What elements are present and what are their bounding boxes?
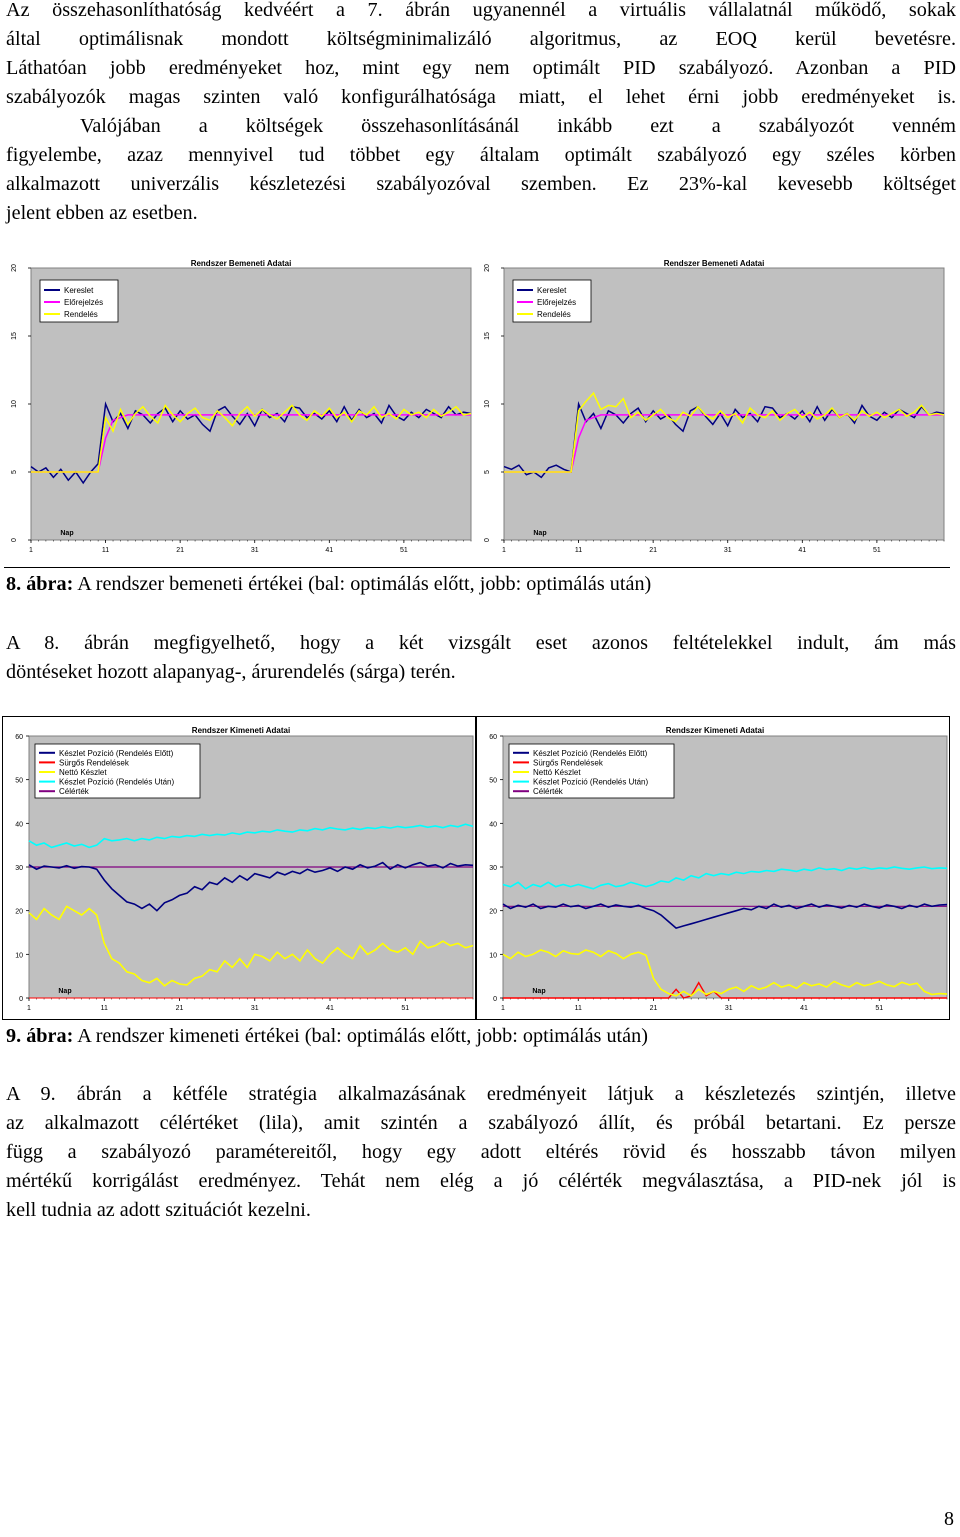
chart-svg	[477, 717, 949, 1019]
x-tick-label: 1	[29, 547, 33, 554]
x-tick-label: 41	[800, 1005, 808, 1012]
page-number: 8	[944, 1508, 954, 1530]
legend-label: Készlet Pozíció (Rendelés Után)	[533, 777, 649, 787]
y-tick-label: 60	[15, 734, 23, 741]
legend-label: Rendelés	[537, 310, 571, 319]
legend-label: Célérték	[59, 787, 89, 797]
y-tick-label: 20	[11, 264, 18, 272]
x-tick-label: 11	[101, 547, 110, 554]
legend-label: Sürgős Rendelések	[59, 758, 129, 768]
legend-label: Előrejelzés	[64, 298, 104, 307]
legend-label: Nettó Készlet	[533, 768, 581, 777]
y-tick-label: 5	[484, 470, 491, 474]
figure-9-caption	[6, 1022, 956, 1051]
y-tick-label: 10	[489, 952, 497, 960]
x-tick-label: 21	[649, 1005, 658, 1012]
paragraph-3-line: mértékű korrigálást eredményez. Tehát nem elég a jó célérték megválasztása, a PID-nek jól is	[6, 1170, 956, 1192]
x-tick-label: 21	[649, 547, 658, 554]
figure-9-right-chart	[476, 716, 950, 1020]
x-tick-label: 51	[399, 547, 408, 554]
x-tick-label: 51	[872, 547, 881, 554]
figure-9-caption-text: A rendszer kimeneti értékei (bal: optimálás előtt, jobb: optimálás után)	[73, 1025, 648, 1047]
legend-label: Rendelés	[64, 310, 98, 319]
y-tick-label: 20	[489, 908, 497, 916]
x-tick-label: 11	[574, 1005, 582, 1012]
x-tick-label: 41	[326, 1005, 334, 1012]
figure-8-caption-text: A rendszer bemeneti értékei (bal: optimálás előtt, jobb: optimálás után)	[73, 573, 652, 595]
paragraph-3-line: függ a szabályozó paramétereitől, hogy egy adott eltérés rövid és hosszabb távon milyen	[6, 1141, 956, 1163]
x-axis-label: Nap	[533, 530, 547, 537]
x-tick-label: 31	[250, 547, 259, 554]
y-tick-label: 60	[489, 734, 497, 741]
chart-title: Rendszer Kimeneti Adatai	[665, 726, 765, 735]
figure-8-rule	[4, 567, 950, 568]
y-tick-label: 15	[484, 332, 491, 340]
figure-8-right-chart	[477, 258, 947, 558]
x-axis-label: Nap	[532, 988, 546, 995]
x-tick-label: 31	[724, 1005, 733, 1012]
legend-label: Kereslet	[64, 286, 94, 295]
y-tick-label: 30	[15, 865, 23, 872]
x-tick-label: 51	[875, 1005, 884, 1012]
paragraph-1-line: Valójában a költségek összehasonlításánál inkább ezt a szabályozót venném	[80, 115, 956, 137]
legend-label: Célérték	[533, 787, 563, 797]
y-tick-label: 30	[489, 865, 497, 872]
y-tick-label: 50	[15, 777, 23, 785]
paragraph-2-line: A 8. ábrán megfigyelhető, hogy a két vizsgált eset azonos feltételekkel indult, ám más	[6, 632, 956, 654]
y-tick-label: 10	[484, 400, 491, 408]
y-tick-label: 10	[11, 400, 18, 408]
y-tick-label: 20	[15, 908, 23, 916]
paragraph-3	[6, 1080, 956, 1225]
paragraph-2-line: döntéseket hozott alapanyag-, árurendelés (sárga) terén.	[6, 661, 456, 683]
paragraph-1-line: alkalmazott univerzális készletezési szabályozóval szemben. Ez 23%-kal kevesebb költséget	[6, 173, 956, 195]
x-tick-label: 1	[502, 547, 506, 554]
x-axis-label: Nap	[58, 988, 72, 995]
paragraph-1-line: Láthatóan jobb eredményeket hoz, mint egy nem optimált PID szabályozó. Azonban a PID	[6, 57, 956, 79]
y-tick-label: 20	[484, 264, 491, 272]
paragraph-1-line: által optimálisnak mondott költségminimalizáló algoritmus, az EOQ kerül bevetésre.	[6, 28, 956, 50]
legend-label: Készlet Pozíció (Rendelés Előtt)	[533, 748, 648, 758]
y-tick-label: 0	[484, 538, 491, 542]
x-tick-label: 51	[401, 1005, 410, 1012]
figure-8-caption-label: 8. ábra:	[6, 573, 74, 595]
y-tick-label: 0	[19, 996, 23, 1003]
chart-svg	[477, 258, 947, 558]
y-tick-label: 10	[15, 952, 23, 960]
chart-title: Rendszer Bemeneti Adatai	[190, 259, 292, 268]
y-tick-label: 40	[489, 821, 497, 829]
x-tick-label: 21	[175, 1005, 184, 1012]
x-axis-label: Nap	[60, 530, 74, 537]
x-tick-label: 31	[250, 1005, 259, 1012]
y-tick-label: 40	[15, 821, 23, 829]
paragraph-1-line: jelent ebben az esetben.	[6, 202, 198, 224]
paragraph-3-line: az alkalmazott célértéket (lila), amit szintén a szabályozó állít, és próbál betartani. Ez persze	[6, 1112, 956, 1134]
y-tick-label: 0	[11, 538, 18, 542]
paragraph-1-line: szabályozók magas szinten való konfigurálhatósága miatt, el lehet érni jobb eredményeket is.	[6, 86, 956, 108]
paragraph-2	[6, 629, 956, 687]
y-tick-label: 50	[489, 777, 497, 785]
x-tick-label: 11	[574, 547, 583, 554]
paragraph-1	[6, 0, 956, 228]
paragraph-3-line: A 9. ábrán a kétféle stratégia alkalmazásának eredményeit látjuk a készletezés szintjén, illetve	[6, 1083, 956, 1105]
y-tick-label: 0	[493, 996, 497, 1003]
legend-label: Készlet Pozíció (Rendelés Után)	[59, 777, 175, 787]
paragraph-1-line: Az összehasonlíthatóság kedvéért a 7. ábrán ugyanennél a virtuális vállalatnál működő, sokak	[6, 0, 956, 21]
chart-svg	[4, 258, 474, 558]
y-tick-label: 5	[11, 470, 18, 474]
legend-label: Nettó Készlet	[59, 768, 107, 777]
legend-label: Készlet Pozíció (Rendelés Előtt)	[59, 748, 174, 758]
figure-9-caption-label: 9. ábra:	[6, 1025, 74, 1047]
chart-title: Rendszer Bemeneti Adatai	[663, 259, 765, 268]
legend-label: Előrejelzés	[537, 298, 577, 307]
figure-9-left-chart	[2, 716, 476, 1020]
x-tick-label: 1	[27, 1005, 31, 1012]
paragraph-1-line: figyelembe, azaz mennyivel tud többet egy általam optimált szabályozó egy széles körben	[6, 144, 956, 166]
figure-8-caption	[6, 570, 956, 599]
chart-title: Rendszer Kimeneti Adatai	[191, 726, 291, 735]
legend-label: Sürgős Rendelések	[533, 758, 603, 768]
x-tick-label: 1	[501, 1005, 505, 1012]
y-tick-label: 15	[11, 332, 18, 340]
x-tick-label: 41	[325, 547, 334, 554]
x-tick-label: 11	[100, 1005, 108, 1012]
x-tick-label: 31	[723, 547, 732, 554]
legend-label: Kereslet	[537, 286, 567, 295]
x-tick-label: 41	[798, 547, 807, 554]
chart-svg	[3, 717, 475, 1019]
paragraph-3-line: kell tudnia az adott szituációt kezelni.	[6, 1199, 311, 1221]
x-tick-label: 21	[176, 547, 185, 554]
figure-8-left-chart	[4, 258, 474, 558]
